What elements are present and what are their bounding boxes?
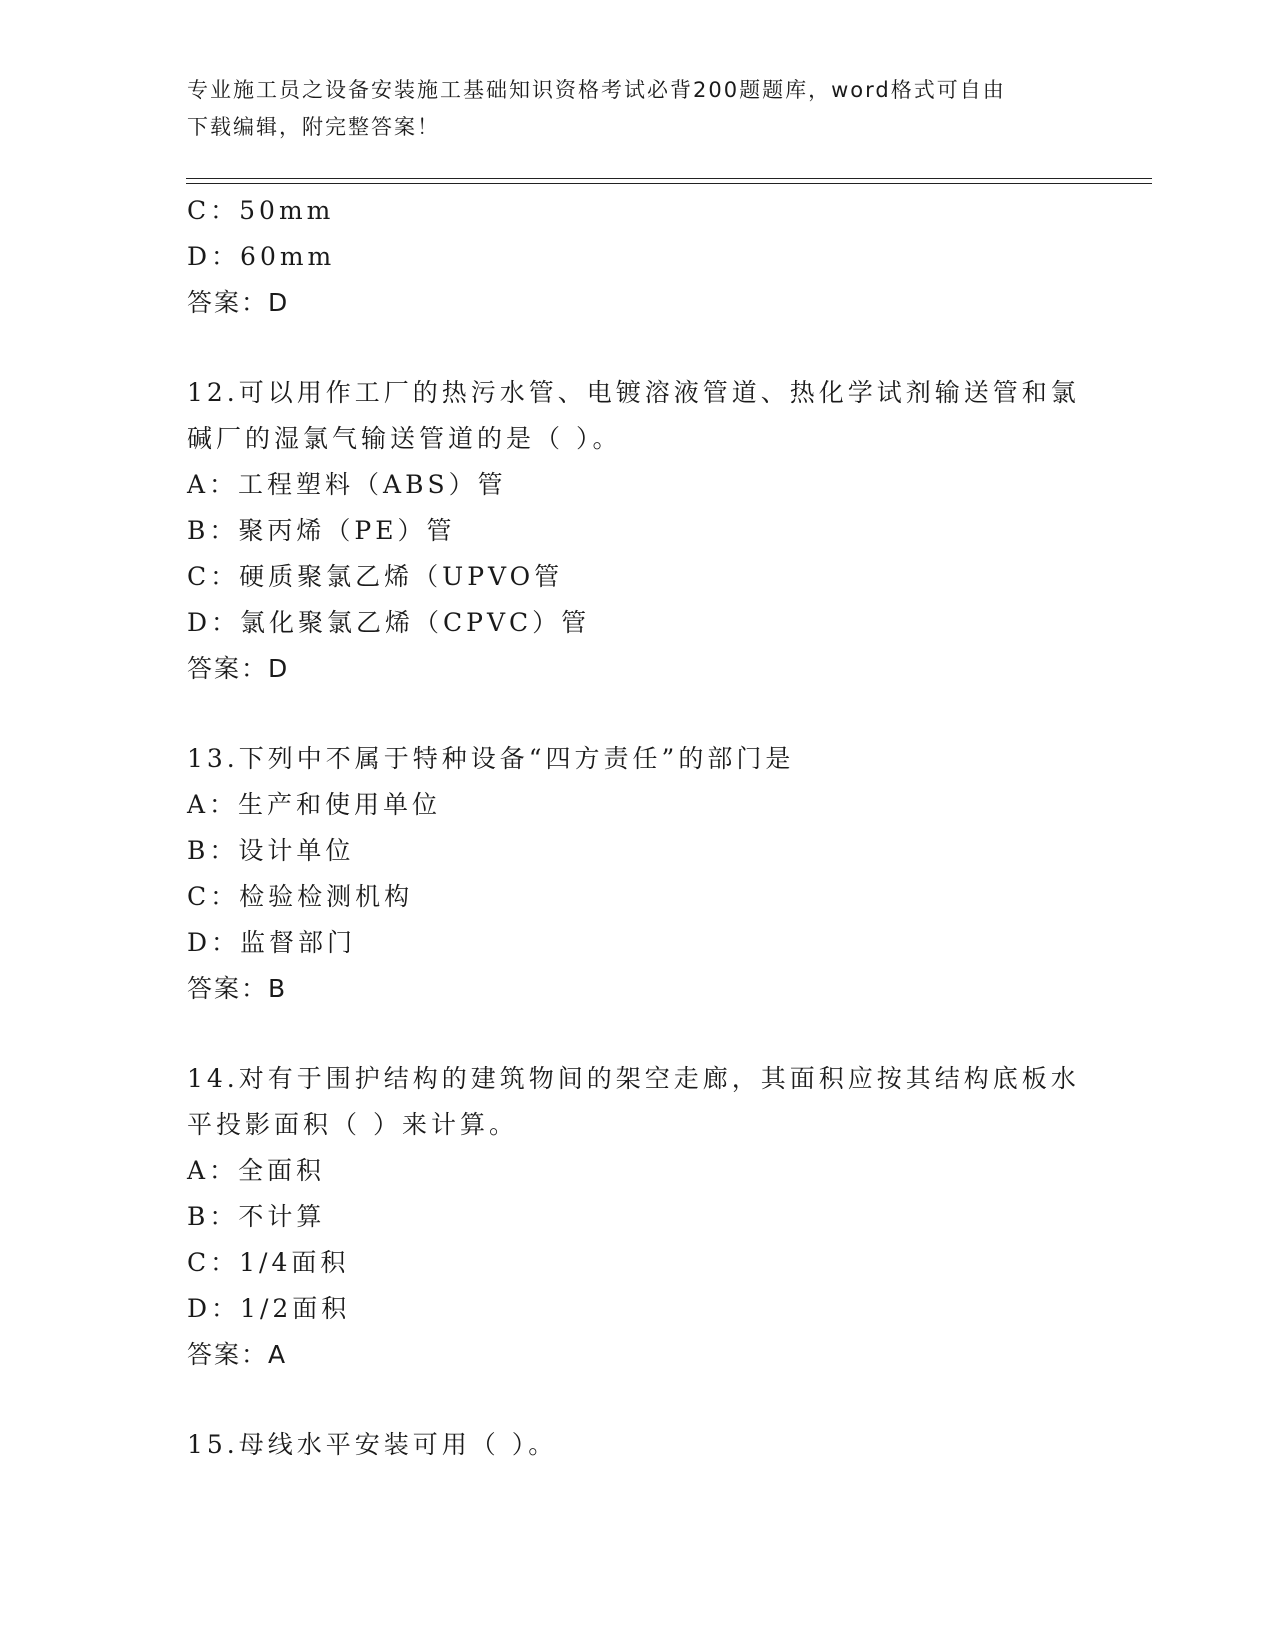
answer-line: 答案：D xyxy=(187,288,290,317)
answer-line: 答案：B xyxy=(187,974,288,1003)
option-a: A：全面积 xyxy=(187,1156,326,1185)
question-stem-line: 平投影面积（ ）来计算。 xyxy=(187,1110,518,1139)
carryover-question xyxy=(187,188,1087,326)
question-stem-line: 15.母线水平安装可用（ ）。 xyxy=(187,1430,558,1459)
header-line-1: 专业施工员之设备安装施工基础知识资格考试必背200题题库，word格式可自由 xyxy=(187,78,1006,102)
question-14 xyxy=(187,1056,1087,1378)
question-13 xyxy=(187,736,1087,1012)
question-list xyxy=(187,188,1087,1468)
option-c: C：检验检测机构 xyxy=(187,882,414,911)
header-divider-bottom xyxy=(186,183,1152,184)
spacer xyxy=(187,692,1087,736)
header-divider-top xyxy=(186,178,1152,179)
answer-line: 答案：A xyxy=(187,1340,288,1369)
option-c: C：1/4面积 xyxy=(187,1248,350,1277)
option-b: B：设计单位 xyxy=(187,836,355,865)
question-stem-line: 13.下列中不属于特种设备“四方责任”的部门是 xyxy=(187,744,795,773)
document-header xyxy=(187,72,1087,146)
spacer xyxy=(187,326,1087,370)
question-15 xyxy=(187,1422,1087,1468)
option-b: B：聚丙烯（PE）管 xyxy=(187,516,456,545)
question-12 xyxy=(187,370,1087,692)
option-d: D：1/2面积 xyxy=(187,1294,351,1323)
spacer xyxy=(187,1378,1087,1422)
option-d: D：监督部门 xyxy=(187,928,357,957)
spacer xyxy=(187,1012,1087,1056)
option-a: A：工程塑料（ABS）管 xyxy=(187,470,507,499)
question-stem-line: 碱厂的湿氯气输送管道的是（ ）。 xyxy=(187,424,622,453)
question-stem-line: 12.可以用作工厂的热污水管、电镀溶液管道、热化学试剂输送管和氯 xyxy=(187,378,1080,407)
option-a: A：生产和使用单位 xyxy=(187,790,442,819)
option-c: C：硬质聚氯乙烯（UPVO管 xyxy=(187,562,564,591)
header-line-2: 下载编辑，附完整答案！ xyxy=(187,115,440,139)
option-c: C：50mm xyxy=(187,196,335,225)
option-d: D：氯化聚氯乙烯（CPVC）管 xyxy=(187,608,591,637)
option-d: D：60mm xyxy=(187,242,336,271)
option-b: B：不计算 xyxy=(187,1202,326,1231)
question-stem-line: 14.对有于围护结构的建筑物间的架空走廊，其面积应按其结构底板水 xyxy=(187,1064,1080,1093)
answer-line: 答案：D xyxy=(187,654,290,683)
